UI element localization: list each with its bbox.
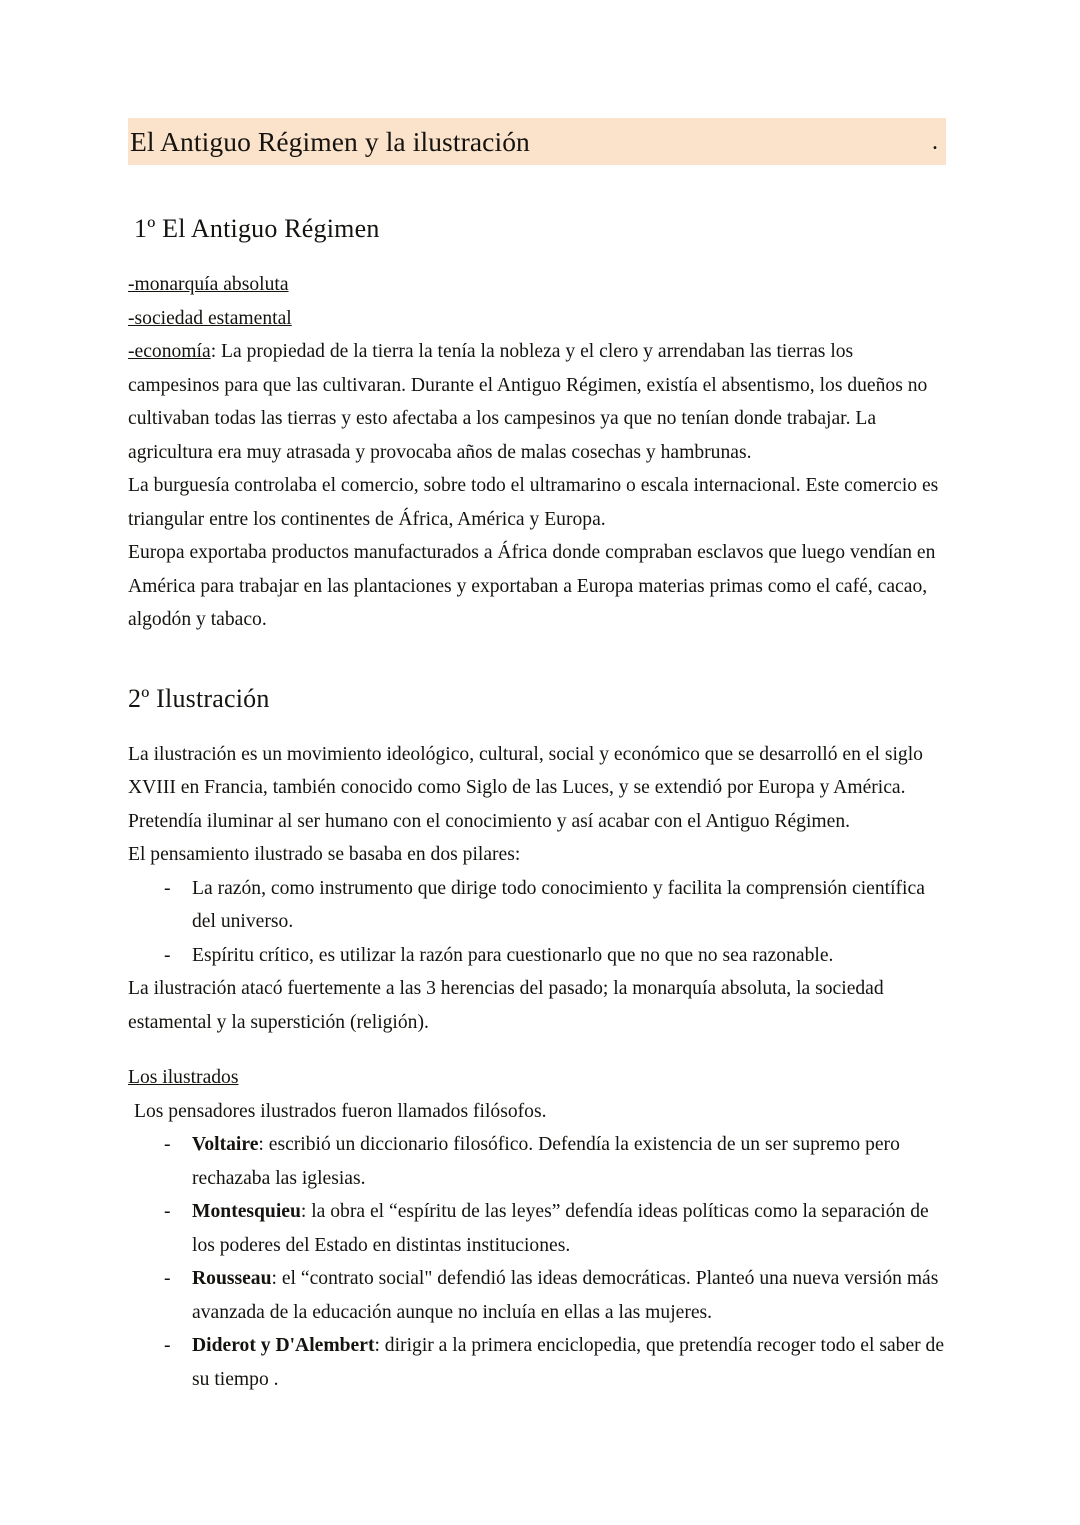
spacer (128, 1039, 948, 1061)
term-label: -monarquía absoluta (128, 274, 289, 295)
dash-bullet-icon: - (164, 1201, 171, 1222)
list-item (128, 939, 948, 973)
page-title: El Antiguo Régimen y la ilustración (130, 125, 530, 157)
term-monarquia-absoluta (128, 268, 948, 302)
section-heading-antiguo-regimen: 1º El Antiguo Régimen (134, 214, 380, 243)
dash-bullet-icon: - (164, 1335, 171, 1356)
philosopher-name: Voltaire (192, 1134, 259, 1155)
section-2-body (128, 738, 948, 872)
dash-bullet-icon: - (164, 877, 171, 899)
dash-bullet-icon: - (164, 944, 171, 966)
term-label-economia: -economía (128, 341, 211, 362)
subsection-los-ilustrados (128, 1061, 948, 1128)
list-item (128, 1329, 948, 1396)
pillars-list (128, 872, 948, 973)
list-item (128, 1262, 948, 1329)
paragraph-pilares-intro: El pensamiento ilustrado se basaba en dos pilares: (128, 844, 521, 865)
philosopher-description: : dirigir a la primera enciclopedia, que pretendía recoger todo el saber de su tiempo . (192, 1335, 945, 1390)
dash-bullet-icon: - (164, 1134, 171, 1155)
paragraph-pensadores-intro: Los pensadores ilustrados fueron llamados filósofos. (134, 1100, 547, 1122)
philosopher-name: Rousseau (192, 1268, 272, 1289)
term-label: -sociedad estamental (128, 307, 292, 329)
philosopher-description: : escribió un diccionario filosófico. Defendía la existencia de un ser supremo pero rechazaba las iglesias. (192, 1134, 900, 1189)
list-item (128, 1195, 948, 1262)
document-title-bar (128, 118, 946, 165)
philosopher-name: Montesquieu (192, 1201, 301, 1222)
section-heading-ilustracion: 2º Ilustración (128, 683, 270, 713)
paragraph-ilustracion-definicion: La ilustración es un movimiento ideológico, cultural, social y económico que se desarrolló en el siglo XVIII en Francia, también conocido como Siglo de las Luces, y se extendió por Europa y América. Pretendía iluminar al ser humano con el conocimiento y así acabar con el Antiguo Régimen. (128, 743, 923, 832)
list-item (128, 872, 948, 939)
philosophers-list (128, 1128, 948, 1396)
paragraph-burguesia: La burguesía controlaba el comercio, sobre todo el ultramarino o escala internacional. Este comercio es triangular entre los continentes de África, América y Europa. (128, 475, 939, 530)
title-trailing-mark: . (932, 128, 938, 155)
philosopher-description: : la obra el “espíritu de las leyes” defendía ideas políticas como la separación de los poderes del Estado en distintas instituciones. (192, 1201, 929, 1256)
paragraph-economia (128, 335, 948, 469)
document-content (128, 118, 948, 1396)
section-1-body (128, 268, 948, 637)
list-item (128, 1128, 948, 1195)
section-2-body-continued (128, 972, 948, 1039)
philosopher-name: Diderot y D'Alembert (192, 1335, 375, 1356)
list-item-text: La razón, como instrumento que dirige todo conocimiento y facilita la comprensión científica del universo. (192, 877, 925, 932)
paragraph-comercio-triangular: Europa exportaba productos manufacturados a África donde compraban esclavos que luego vendían en América para trabajar en las plantaciones y exportaban a Europa materias primas como el café, cacao, algodón y tabaco. (128, 542, 936, 630)
paragraph-herencias-pasado: La ilustración atacó fuertemente a las 3 herencias del pasado; la monarquía absoluta, la sociedad estamental y la superstición (religión). (128, 978, 884, 1033)
dash-bullet-icon: - (164, 1268, 171, 1289)
term-sociedad-estamental (128, 302, 948, 336)
list-item-text: Espíritu crítico, es utilizar la razón para cuestionarlo que no que no sea razonable. (192, 944, 834, 966)
philosopher-description: : el “contrato social" defendió las ideas democráticas. Planteó una nueva versión más avanzada de la educación aunque no incluía en ellas a las mujeres. (192, 1268, 939, 1323)
subsection-heading: Los ilustrados (128, 1067, 239, 1088)
subsection-heading-wrap (128, 1061, 948, 1095)
economia-text: : La propiedad de la tierra la tenía la nobleza y el clero y arrendaban las tierras los campesinos para que las cultivaran. Durante el Antiguo Régimen, existía el absentismo, los dueños no cultivaban todas las tierras y esto afectaba a los campesinos ya que no tenían donde trabajar. La agricultura era muy atrasada y provocaba años de malas cosechas y hambrunas. (128, 341, 928, 463)
